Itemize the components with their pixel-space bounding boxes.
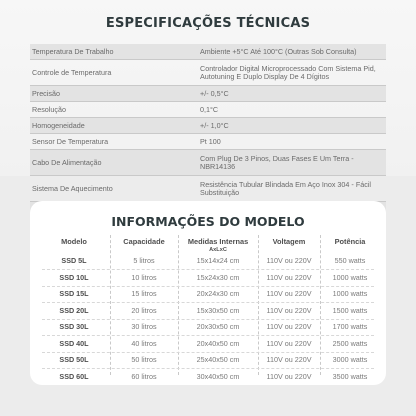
model-info-title: INFORMAÇÕES DO MODELO [111,214,305,229]
spec-label: Resolução [32,104,66,114]
spec-value: +/- 1,0°C [200,120,229,130]
capacity-cell: 40 litros [131,338,157,348]
dimensions-cell: 25x40x50 cm [196,355,240,364]
dimensions-cell: 15x24x30 cm [196,272,240,282]
spec-value: Ambiente +5°C Até 100°C (Outras Sob Consulta) [200,46,357,56]
column-header-subtitle: AxLxC [209,247,227,253]
power-column [320,235,380,385]
power-cell: 3500 watts [332,371,368,381]
column-header [178,235,258,253]
spec-row [30,60,386,86]
spec-label: Controle de Temperatura [32,67,112,77]
spec-row [30,134,386,150]
capacity-cell: 10 litros [131,272,157,282]
model-cell: SSD 40L [59,338,89,348]
column-header: Capacidade [123,237,165,246]
capacity-cell: 30 litros [131,322,157,331]
power-cell: 2500 watts [332,338,368,348]
capacity-column [110,235,178,385]
voltage-cell: 110V ou 220V [266,272,312,282]
specs-table [30,44,386,218]
model-cell: SSD 5L [61,256,87,265]
column-header-title: Medidas Internas [187,237,249,246]
column-header: Modelo [61,237,87,246]
model-cell: SSD 15L [59,289,89,298]
spec-row [30,150,386,176]
power-cell: 1700 watts [332,322,368,331]
voltage-cell: 110V ou 220V [266,322,312,331]
dimensions-cell: 20x40x50 cm [196,338,240,348]
column-header: Potência [334,237,366,246]
spec-value: 0,1°C [200,104,219,114]
spec-row [30,118,386,134]
model-cell: SSD 10L [59,272,89,282]
spec-label: Homogeneidade [32,120,85,130]
model-cell: SSD 20L [59,305,89,315]
power-cell: 1000 watts [332,272,368,282]
model-cell: SSD 50L [59,355,89,364]
voltage-cell: 110V ou 220V [266,305,312,315]
capacity-cell: 5 litros [133,256,155,265]
spec-row [30,44,386,60]
voltage-cell: 110V ou 220V [266,289,312,298]
spec-label: Sistema De Aquecimento [32,183,113,193]
spec-value: +/- 0,5°C [200,88,229,98]
dimensions-column [178,235,258,385]
capacity-cell: 15 litros [131,289,157,298]
spec-value: Controlador Digital Microprocessado Com Sistema Pid, Autotuning E Duplo Display De 4 Dígitos [200,63,376,81]
voltage-cell: 110V ou 220V [266,256,312,265]
spec-row [30,86,386,102]
power-cell: 1500 watts [332,305,368,315]
voltage-cell: 110V ou 220V [266,338,312,348]
dimensions-cell: 15x30x50 cm [196,305,240,315]
specs-panel [0,0,416,197]
power-cell: 550 watts [334,256,366,265]
voltage-column [258,235,320,385]
spec-label: Sensor De Temperatura [32,136,109,146]
model-cell: SSD 60L [59,371,89,381]
spec-row [30,102,386,118]
voltage-cell: 110V ou 220V [266,355,312,364]
column-header: Voltagem [272,237,306,246]
capacity-cell: 50 litros [131,355,157,364]
spec-label: Cabo De Alimentação [32,157,102,167]
spec-value: Com Plug De 3 Pinos, Duas Fases E Um Terra - NBR14136 [200,153,354,171]
power-cell: 1000 watts [332,289,368,298]
spec-label: Temperatura De Trabalho [32,46,114,56]
model-cell: SSD 30L [59,322,89,331]
spec-label: Precisão [32,88,60,98]
dimensions-cell: 20x24x30 cm [196,289,240,298]
spec-row [30,176,386,202]
spec-value: Pt 100 [200,136,221,146]
specs-title: ESPECIFICAÇÕES TÉCNICAS [105,16,311,31]
model-column [38,235,110,385]
dimensions-cell: 30x40x50 cm [196,371,240,381]
model-info-card [30,201,386,385]
dimensions-cell: 15x14x24 cm [196,256,240,265]
voltage-cell: 110V ou 220V [266,371,312,381]
dimensions-cell: 20x30x50 cm [196,322,240,331]
capacity-cell: 20 litros [131,305,157,315]
power-cell: 3000 watts [332,355,368,364]
spec-value: Resistência Tubular Blindada Em Aço Inox 304 - Fácil Substituição [200,179,371,197]
capacity-cell: 60 litros [131,371,157,381]
